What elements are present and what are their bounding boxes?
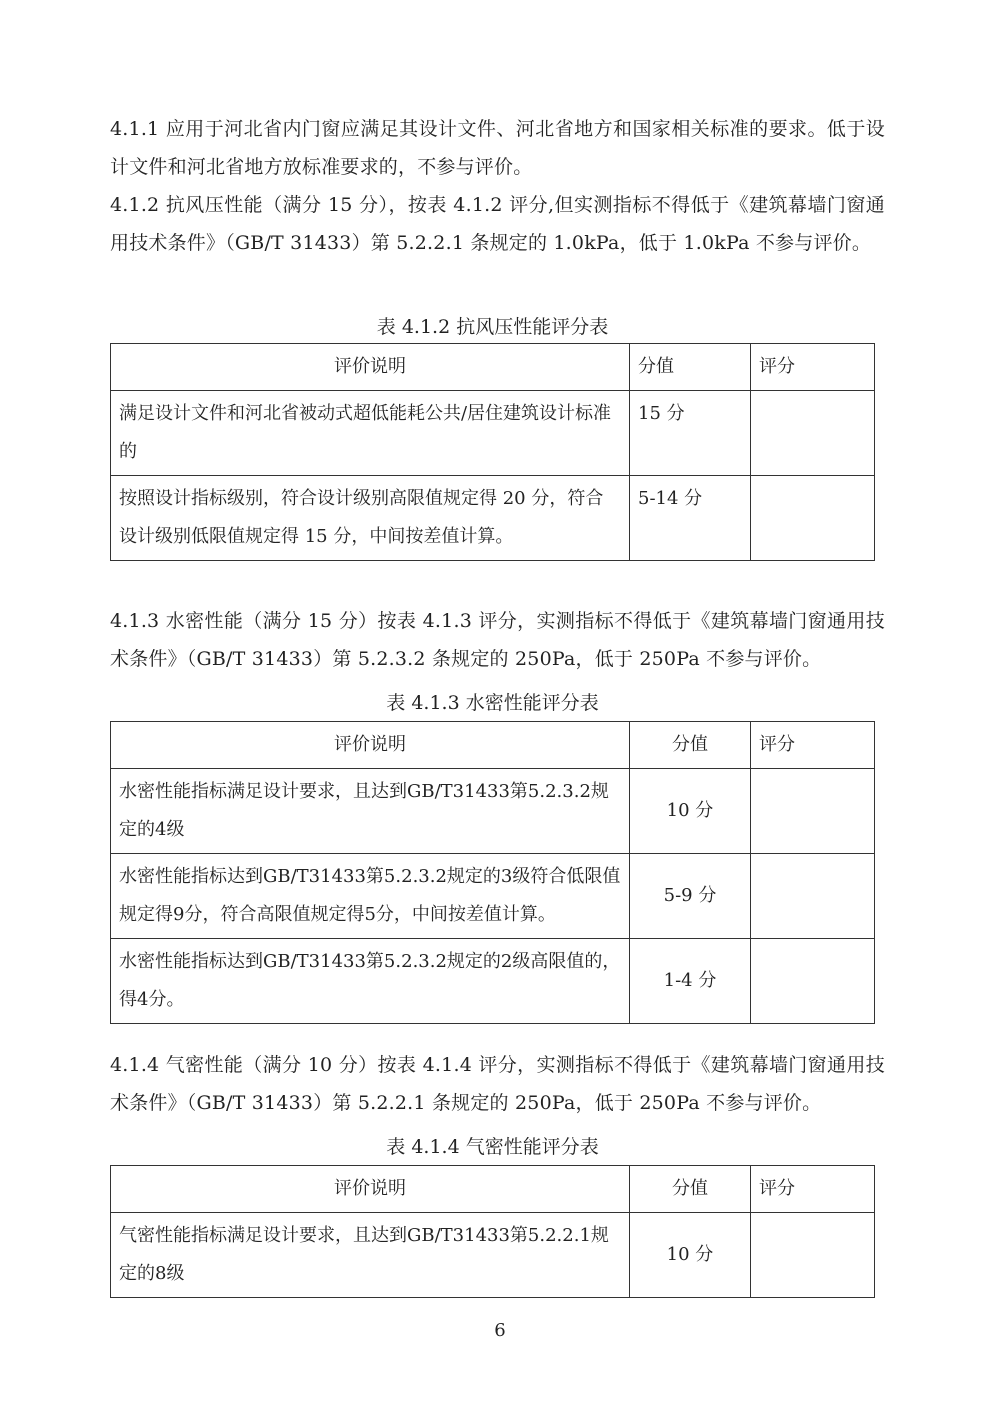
table-header-row: [111, 344, 875, 391]
section-4-1-1-text: 4.1.1 应用于河北省内门窗应满足其设计文件、河北省地方和国家相关标准的要求。低于设计文件和河北省地方放标准要求的，不参与评价。: [110, 118, 885, 178]
row-description: 水密性能指标满足设计要求，且达到GB/T31433第5.2.3.2规定的4级: [111, 769, 630, 854]
section-4-1-4-text: 4.1.4 气密性能（满分 10 分）按表 4.1.4 评分，实测指标不得低于《建筑幕墙门窗通用技术条件》（GB/T 31433）第 5.2.2.1 条规定的 250Pa，低于 250Pa 不参与评价。: [110, 1054, 885, 1114]
header-score: 评分: [751, 344, 875, 391]
table-row: [111, 1213, 875, 1298]
table-row: [111, 391, 875, 476]
row-value: 5-14 分: [630, 476, 751, 561]
row-description: 水密性能指标达到GB/T31433第5.2.3.2规定的3级符合低限值规定得9分，符合高限值规定得5分，中间按差值计算。: [111, 854, 630, 939]
row-score: [751, 939, 875, 1024]
row-score: [751, 854, 875, 939]
section-4-1-3-text: 4.1.3 水密性能（满分 15 分）按表 4.1.3 评分，实测指标不得低于《建筑幕墙门窗通用技术条件》（GB/T 31433）第 5.2.3.2 条规定的 250Pa，低于 250Pa 不参与评价。: [110, 610, 885, 670]
row-value: 5-9 分: [630, 854, 751, 939]
table-header-row: [111, 1166, 875, 1213]
header-description: 评价说明: [111, 1166, 630, 1213]
row-description: 水密性能指标达到GB/T31433第5.2.3.2规定的2级高限值的，得4分。: [111, 939, 630, 1024]
header-value: 分值: [630, 1166, 751, 1213]
row-value: 10 分: [630, 1213, 751, 1298]
row-value: 1-4 分: [630, 939, 751, 1024]
table-4-1-3: [110, 721, 875, 1024]
header-value: 分值: [630, 722, 751, 769]
table-header-row: [111, 722, 875, 769]
table-row: [111, 769, 875, 854]
table-row: [111, 854, 875, 939]
row-score: [751, 476, 875, 561]
header-description: 评价说明: [111, 344, 630, 391]
table-4-1-4-caption: 表 4.1.4 气密性能评分表: [386, 1136, 599, 1158]
table-row: [111, 476, 875, 561]
page-number: 6: [494, 1320, 506, 1341]
table-4-1-3-caption: 表 4.1.3 水密性能评分表: [386, 692, 599, 714]
row-description: 气密性能指标满足设计要求，且达到GB/T31433第5.2.2.1规定的8级: [111, 1213, 630, 1298]
table-4-1-2: [110, 343, 875, 561]
row-score: [751, 1213, 875, 1298]
row-description: 按照设计指标级别，符合设计级别高限值规定得 20 分，符合设计级别低限值规定得 15 分，中间按差值计算。: [111, 476, 630, 561]
table-4-1-2-caption: 表 4.1.2 抗风压性能评分表: [376, 316, 609, 338]
section-4-1-2-text: 4.1.2 抗风压性能（满分 15 分），按表 4.1.2 评分,但实测指标不得低于《建筑幕墙门窗通用技术条件》（GB/T 31433）第 5.2.2.1 条规定的 1.0kPa，低于 1.0kPa 不参与评价。: [110, 194, 885, 254]
row-description: 满足设计文件和河北省被动式超低能耗公共/居住建筑设计标准的: [111, 391, 630, 476]
table-row: [111, 939, 875, 1024]
table-4-1-4: [110, 1165, 875, 1298]
row-score: [751, 769, 875, 854]
row-value: 10 分: [630, 769, 751, 854]
header-score: 评分: [751, 722, 875, 769]
header-value: 分值: [630, 344, 751, 391]
header-description: 评价说明: [111, 722, 630, 769]
header-score: 评分: [751, 1166, 875, 1213]
row-score: [751, 391, 875, 476]
row-value: 15 分: [630, 391, 751, 476]
